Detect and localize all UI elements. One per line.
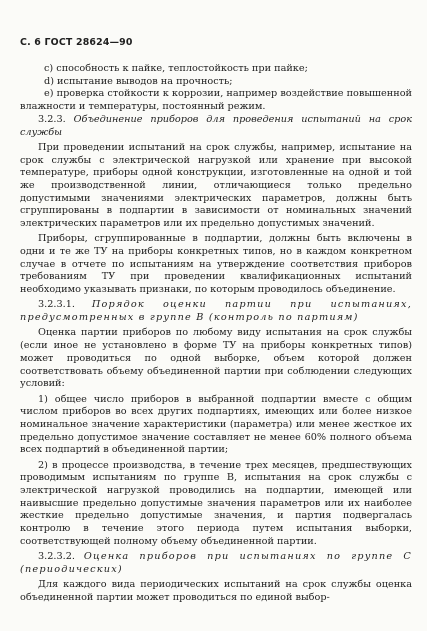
section-title: Порядок оценки партии при испытаниях, предусмотренных в группе В (контроль по партиям) [20, 299, 412, 324]
list-item-c: с) способность к пайке, теплостойкость при пайке; [44, 63, 308, 74]
paragraph: 1) общее число приборов в выбранной подпартии вместе с общим числом приборов во всех других подпартиях, имеющих или более низкое номинальное значение характеристики (параметра) или менее жесткое их предельно допустимое значение составляет не менее 60% полного объема всех подпартий в объединенной партии; [20, 393, 412, 456]
document-body [20, 63, 412, 605]
paragraph: Оценка партии приборов по любому виду испытания на срок службы (если иное не установлено в форме ТУ на приборы конкретных типов) может проводиться по одной выборке, объем которой должен соответствовать объему объединенной партии при соблюдении следующих условий: [20, 327, 412, 390]
section-number: 3.2.3.1. [38, 299, 75, 311]
section-heading-3-2-3-1 [20, 299, 412, 324]
list-item-e: е) проверка стойкости к коррозии, например воздействие повышенной влажности и температуры, постоянный режим. [20, 88, 412, 113]
section-title: Оценка приборов при испытаниях по группе С (периодических) [20, 551, 412, 575]
section-heading-3-2-3-2 [20, 551, 412, 576]
paragraph: Для каждого вида периодических испытаний на срок службы оценка объединенной партии может проводиться по единой выбор- [20, 579, 412, 603]
section-title: Объединение приборов для проведения испытаний на срок службы [20, 113, 412, 138]
page-header: С. 6 ГОСТ 28624—90 [20, 37, 133, 48]
list-item-d: d) испытание выводов на прочность; [44, 75, 233, 87]
paragraph: 2) в процессе производства, в течение трех месяцев, предшествующих проводимым испытаниям по группе В, испытания на срок службы с электрической нагрузкой проводились на подпартии, имеющей или наивысшие предельно допустимые значения параметров или их наиболее жесткие предельно допустимые значения, и партия подвергалась контролю в течение этого периода путем испытания выборки, соответствующей полному объему объединенной партии. [20, 459, 412, 547]
paragraph: Приборы, сгруппированные в подпартии, должны быть включены в одни и те же ТУ на приборы конкретных типов, но в каждом конкретном случае в отчете по испытаниям на утверждение соответствия приборов требованиям ТУ при проведении квалификационных испытаний необходимо указывать признаки, по которым проводилось объединение. [20, 233, 412, 296]
section-number: 3.2.3. [38, 113, 66, 125]
section-number: 3.2.3.2. [38, 551, 75, 563]
section-heading-3-2-3 [20, 114, 412, 139]
paragraph: При проведении испытаний на срок службы, например, испытание на срок службы с электрической нагрузкой или хранение при высокой температуре, приборы одной конструкции, изготовленные на одной и той же производственной линии, отличающиеся только предельно допустимыми значениями электрических параметров, должны быть сгруппированы в подпартии в зависимости от номинальных значений электрических параметров или их предельно допустимых значений. [20, 141, 412, 230]
